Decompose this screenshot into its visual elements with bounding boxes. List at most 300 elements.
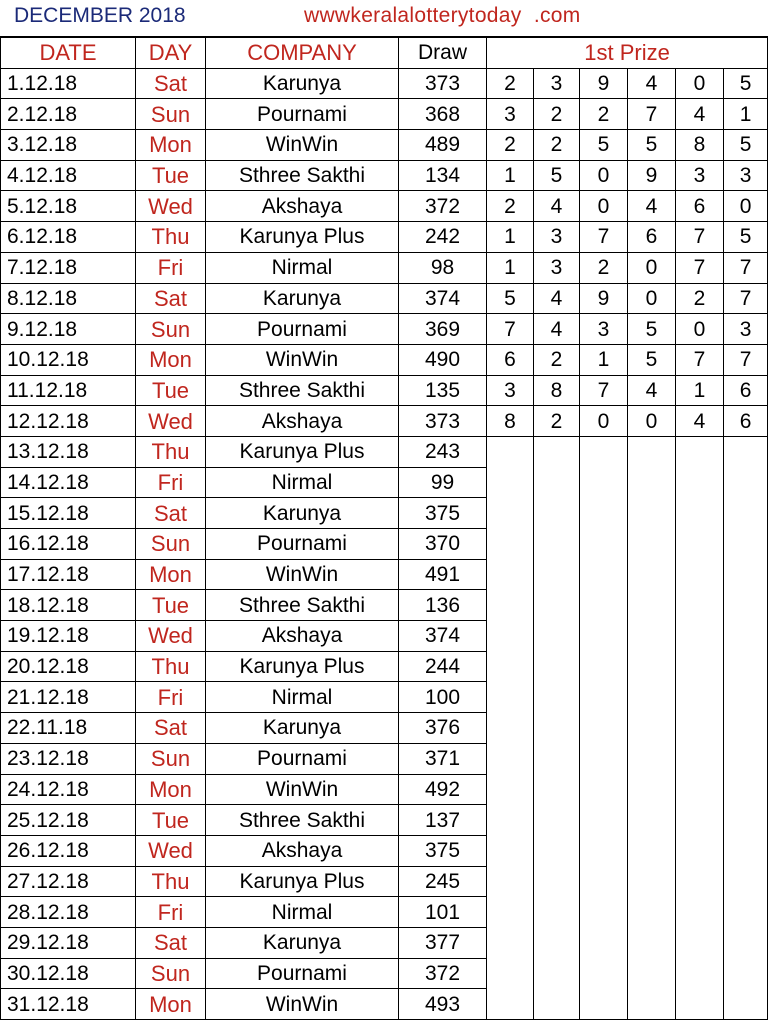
prize-digit-cell: [580, 713, 628, 744]
prize-digit-cell: [534, 958, 580, 989]
prize-digit-cell: [628, 498, 676, 529]
prize-digit-cell: 0: [676, 68, 724, 99]
prize-digit-cell: 0: [676, 314, 724, 345]
table-row: [1, 344, 768, 375]
prize-digit-cell: [724, 529, 768, 560]
table-row: [1, 314, 768, 345]
company-cell: Pournami: [206, 314, 399, 345]
prize-digit-cell: [487, 529, 534, 560]
prize-digit-cell: [580, 835, 628, 866]
day-cell: Wed: [136, 191, 206, 222]
company-header: COMPANY: [206, 37, 399, 68]
prize-digit-cell: [628, 927, 676, 958]
day-cell: Sat: [136, 68, 206, 99]
draw-cell: 137: [399, 805, 487, 836]
table-row: [1, 743, 768, 774]
prize-digit-cell: [628, 866, 676, 897]
prize-digit-cell: [580, 651, 628, 682]
draw-cell: 243: [399, 436, 487, 467]
company-cell: Sthree Sakthi: [206, 160, 399, 191]
draw-cell: 489: [399, 130, 487, 161]
draw-cell: 372: [399, 191, 487, 222]
prize-digit-cell: 3: [487, 99, 534, 130]
prize-digit-cell: [487, 436, 534, 467]
prize-digit-cell: 1: [676, 375, 724, 406]
draw-header: Draw: [399, 37, 487, 68]
prize-digit-cell: 9: [628, 160, 676, 191]
prize-digit-cell: [724, 682, 768, 713]
table-row: [1, 529, 768, 560]
prize-digit-cell: [487, 651, 534, 682]
draw-cell: 242: [399, 222, 487, 253]
prize-digit-cell: 4: [534, 191, 580, 222]
prize-digit-cell: [580, 529, 628, 560]
prize-digit-cell: [580, 682, 628, 713]
date-cell: 13.12.18: [1, 436, 136, 467]
prize-digit-cell: [580, 743, 628, 774]
table-row: [1, 68, 768, 99]
prize-digit-cell: [676, 835, 724, 866]
prize-digit-cell: [676, 958, 724, 989]
prize-digit-cell: 3: [724, 314, 768, 345]
company-cell: WinWin: [206, 774, 399, 805]
draw-cell: 370: [399, 529, 487, 560]
prize-digit-cell: 2: [534, 130, 580, 161]
prize-digit-cell: 1: [487, 222, 534, 253]
draw-cell: 134: [399, 160, 487, 191]
prize-digit-cell: [724, 958, 768, 989]
day-cell: Tue: [136, 805, 206, 836]
table-row: [1, 713, 768, 744]
prize-digit-cell: [628, 989, 676, 1020]
prize-digit-cell: [534, 743, 580, 774]
table-row: [1, 651, 768, 682]
prize-digit-cell: [724, 498, 768, 529]
prize-digit-cell: [534, 467, 580, 498]
prize-digit-cell: [628, 621, 676, 652]
day-cell: Sat: [136, 713, 206, 744]
prize-digit-cell: [534, 590, 580, 621]
prize-digit-cell: [628, 559, 676, 590]
prize-digit-cell: 1: [487, 160, 534, 191]
company-cell: Pournami: [206, 99, 399, 130]
draw-cell: 491: [399, 559, 487, 590]
prize-digit-cell: [534, 989, 580, 1020]
prize-digit-cell: [534, 897, 580, 928]
prize-digit-cell: [628, 835, 676, 866]
prize-digit-cell: 6: [676, 191, 724, 222]
prize-digit-cell: [580, 436, 628, 467]
prize-digit-cell: 3: [534, 68, 580, 99]
prize-digit-cell: [534, 682, 580, 713]
prize-digit-cell: [487, 897, 534, 928]
company-cell: Pournami: [206, 529, 399, 560]
prize-digit-cell: [676, 713, 724, 744]
prize-digit-cell: 2: [580, 99, 628, 130]
company-cell: Karunya: [206, 713, 399, 744]
prize-digit-cell: [487, 713, 534, 744]
table-row: [1, 682, 768, 713]
prize-digit-cell: [724, 621, 768, 652]
prize-digit-cell: [724, 467, 768, 498]
prize-digit-cell: [534, 713, 580, 744]
prize-digit-cell: 7: [724, 344, 768, 375]
day-cell: Sat: [136, 927, 206, 958]
prize-digit-cell: [487, 467, 534, 498]
prize-digit-cell: 6: [628, 222, 676, 253]
prize-digit-cell: [487, 958, 534, 989]
table-row: [1, 375, 768, 406]
company-cell: Karunya: [206, 927, 399, 958]
date-cell: 30.12.18: [1, 958, 136, 989]
date-header: DATE: [1, 37, 136, 68]
prize-digit-cell: 5: [628, 130, 676, 161]
day-cell: Thu: [136, 436, 206, 467]
day-cell: Mon: [136, 774, 206, 805]
prize-digit-cell: [628, 774, 676, 805]
prize-digit-cell: 8: [534, 375, 580, 406]
prize-digit-cell: [676, 682, 724, 713]
table-row: [1, 897, 768, 928]
table-row: [1, 774, 768, 805]
prize-digit-cell: [676, 559, 724, 590]
draw-cell: 375: [399, 498, 487, 529]
date-cell: 11.12.18: [1, 375, 136, 406]
draw-cell: 375: [399, 835, 487, 866]
day-cell: Sun: [136, 99, 206, 130]
prize-digit-cell: 4: [628, 375, 676, 406]
table-row: [1, 958, 768, 989]
day-cell: Fri: [136, 252, 206, 283]
table-row: [1, 99, 768, 130]
draw-cell: 135: [399, 375, 487, 406]
prize-digit-cell: 1: [487, 252, 534, 283]
prize-digit-cell: [580, 590, 628, 621]
table-row: [1, 590, 768, 621]
date-cell: 31.12.18: [1, 989, 136, 1020]
prize-digit-cell: [580, 897, 628, 928]
prize-digit-cell: 3: [580, 314, 628, 345]
company-cell: Karunya Plus: [206, 222, 399, 253]
company-cell: Nirmal: [206, 682, 399, 713]
prize-digit-cell: [724, 590, 768, 621]
prize-digit-cell: [487, 590, 534, 621]
prize-digit-cell: 5: [724, 130, 768, 161]
day-cell: Sun: [136, 314, 206, 345]
company-cell: Akshaya: [206, 191, 399, 222]
company-cell: WinWin: [206, 130, 399, 161]
prize-digit-cell: [487, 805, 534, 836]
prize-digit-cell: [580, 958, 628, 989]
prize-digit-cell: 8: [676, 130, 724, 161]
prize-digit-cell: [534, 621, 580, 652]
prize-digit-cell: [487, 743, 534, 774]
date-cell: 21.12.18: [1, 682, 136, 713]
prize-digit-cell: 8: [487, 406, 534, 437]
prize-digit-cell: 2: [676, 283, 724, 314]
date-cell: 12.12.18: [1, 406, 136, 437]
prize-digit-cell: [724, 559, 768, 590]
prize-digit-cell: [676, 467, 724, 498]
draw-cell: 245: [399, 866, 487, 897]
draw-cell: 373: [399, 406, 487, 437]
prize-digit-cell: [580, 805, 628, 836]
table-row: [1, 835, 768, 866]
prize-digit-cell: [724, 927, 768, 958]
day-cell: Mon: [136, 130, 206, 161]
prize-digit-cell: 4: [628, 68, 676, 99]
prize-digit-cell: 7: [676, 344, 724, 375]
day-cell: Tue: [136, 590, 206, 621]
prize-digit-cell: [534, 927, 580, 958]
prize-digit-cell: [580, 559, 628, 590]
draw-cell: 492: [399, 774, 487, 805]
day-cell: Sat: [136, 283, 206, 314]
prize-digit-cell: [628, 743, 676, 774]
prize-digit-cell: [628, 958, 676, 989]
prize-digit-cell: 2: [534, 406, 580, 437]
date-cell: 5.12.18: [1, 191, 136, 222]
prize-digit-cell: 4: [534, 283, 580, 314]
date-cell: 25.12.18: [1, 805, 136, 836]
prize-digit-cell: [487, 835, 534, 866]
company-cell: Karunya Plus: [206, 651, 399, 682]
prize-digit-cell: [676, 590, 724, 621]
prize-digit-cell: 3: [724, 160, 768, 191]
company-cell: Akshaya: [206, 621, 399, 652]
draw-cell: 98: [399, 252, 487, 283]
date-cell: 27.12.18: [1, 866, 136, 897]
day-cell: Tue: [136, 160, 206, 191]
table-row: [1, 406, 768, 437]
prize-digit-cell: [676, 866, 724, 897]
prize-digit-cell: [724, 651, 768, 682]
draw-cell: 493: [399, 989, 487, 1020]
prize-digit-cell: [487, 498, 534, 529]
prize-digit-cell: [534, 774, 580, 805]
prize-digit-cell: 3: [487, 375, 534, 406]
table-row: [1, 130, 768, 161]
date-cell: 26.12.18: [1, 835, 136, 866]
prize-digit-cell: 2: [534, 344, 580, 375]
table-row: [1, 436, 768, 467]
day-cell: Sun: [136, 529, 206, 560]
prize-digit-cell: [487, 866, 534, 897]
prize-digit-cell: 5: [487, 283, 534, 314]
date-cell: 20.12.18: [1, 651, 136, 682]
prize-digit-cell: 5: [724, 222, 768, 253]
date-cell: 23.12.18: [1, 743, 136, 774]
prize-digit-cell: 2: [487, 68, 534, 99]
prize-digit-cell: [628, 805, 676, 836]
prize-digit-cell: 3: [534, 222, 580, 253]
prize-digit-cell: [534, 866, 580, 897]
prize-digit-cell: 5: [724, 68, 768, 99]
company-cell: WinWin: [206, 344, 399, 375]
draw-cell: 244: [399, 651, 487, 682]
prize-digit-cell: 0: [580, 160, 628, 191]
date-cell: 19.12.18: [1, 621, 136, 652]
prize-digit-cell: 5: [628, 314, 676, 345]
company-cell: Akshaya: [206, 835, 399, 866]
prize-digit-cell: [580, 927, 628, 958]
prize-digit-cell: 5: [534, 160, 580, 191]
company-cell: WinWin: [206, 559, 399, 590]
prize-digit-cell: 7: [676, 252, 724, 283]
company-cell: Karunya: [206, 283, 399, 314]
date-cell: 10.12.18: [1, 344, 136, 375]
prize-digit-cell: [487, 559, 534, 590]
draw-cell: 369: [399, 314, 487, 345]
day-cell: Wed: [136, 621, 206, 652]
prize-digit-cell: [580, 467, 628, 498]
company-cell: Nirmal: [206, 252, 399, 283]
table-row: [1, 927, 768, 958]
prize-digit-cell: [628, 713, 676, 744]
prize-digit-cell: [676, 621, 724, 652]
company-cell: Karunya: [206, 68, 399, 99]
date-cell: 9.12.18: [1, 314, 136, 345]
day-header: DAY: [136, 37, 206, 68]
day-cell: Mon: [136, 989, 206, 1020]
prize-digit-cell: [724, 897, 768, 928]
prize-digit-cell: [628, 436, 676, 467]
prize-digit-cell: 9: [580, 283, 628, 314]
table-row: [1, 805, 768, 836]
prize-digit-cell: [676, 927, 724, 958]
table-row: [1, 621, 768, 652]
prize-digit-cell: 6: [487, 344, 534, 375]
prize-digit-cell: 7: [676, 222, 724, 253]
company-cell: Karunya Plus: [206, 436, 399, 467]
draw-cell: 101: [399, 897, 487, 928]
prize-digit-cell: 0: [724, 191, 768, 222]
date-cell: 22.11.18: [1, 713, 136, 744]
prize-digit-cell: [580, 989, 628, 1020]
prize-digit-cell: [580, 498, 628, 529]
prize-digit-cell: [534, 529, 580, 560]
table-row: [1, 498, 768, 529]
prize-digit-cell: [676, 897, 724, 928]
prize-digit-cell: 6: [724, 406, 768, 437]
company-cell: WinWin: [206, 989, 399, 1020]
prize-digit-cell: 7: [724, 252, 768, 283]
prize-digit-cell: [628, 651, 676, 682]
prize-digit-cell: [724, 743, 768, 774]
prize-digit-cell: [676, 989, 724, 1020]
draw-cell: 368: [399, 99, 487, 130]
prize-digit-cell: [534, 436, 580, 467]
date-cell: 18.12.18: [1, 590, 136, 621]
day-cell: Fri: [136, 467, 206, 498]
company-cell: Pournami: [206, 958, 399, 989]
date-cell: 8.12.18: [1, 283, 136, 314]
date-cell: 24.12.18: [1, 774, 136, 805]
prize-digit-cell: 3: [534, 252, 580, 283]
prize-digit-cell: 3: [676, 160, 724, 191]
company-cell: Karunya Plus: [206, 866, 399, 897]
prize-digit-cell: [676, 529, 724, 560]
prize-digit-cell: 5: [628, 344, 676, 375]
prize-digit-cell: [580, 866, 628, 897]
prize-digit-cell: 5: [580, 130, 628, 161]
date-cell: 28.12.18: [1, 897, 136, 928]
date-cell: 7.12.18: [1, 252, 136, 283]
prize-digit-cell: [487, 621, 534, 652]
day-cell: Sun: [136, 958, 206, 989]
table-row: [1, 160, 768, 191]
prize-digit-cell: [580, 621, 628, 652]
prize-digit-cell: [628, 897, 676, 928]
draw-cell: 377: [399, 927, 487, 958]
day-cell: Thu: [136, 651, 206, 682]
day-cell: Thu: [136, 866, 206, 897]
day-cell: Sat: [136, 498, 206, 529]
prize-digit-cell: [676, 743, 724, 774]
month-title: DECEMBER 2018: [14, 4, 186, 27]
prize-digit-cell: [676, 651, 724, 682]
prize-digit-cell: [534, 651, 580, 682]
prize-digit-cell: [676, 805, 724, 836]
prize-digit-cell: [676, 498, 724, 529]
prize-digit-cell: [628, 467, 676, 498]
table-row: [1, 191, 768, 222]
company-cell: Karunya: [206, 498, 399, 529]
prize-digit-cell: 2: [487, 191, 534, 222]
prize-digit-cell: 4: [676, 99, 724, 130]
draw-cell: 99: [399, 467, 487, 498]
draw-cell: 490: [399, 344, 487, 375]
prize-digit-cell: 7: [628, 99, 676, 130]
prize-digit-cell: [628, 682, 676, 713]
draw-cell: 136: [399, 590, 487, 621]
prize-digit-cell: 7: [724, 283, 768, 314]
prize-header: 1st Prize: [487, 37, 768, 68]
draw-cell: 100: [399, 682, 487, 713]
prize-digit-cell: 2: [487, 130, 534, 161]
prize-digit-cell: [724, 866, 768, 897]
prize-digit-cell: 2: [534, 99, 580, 130]
company-cell: Akshaya: [206, 406, 399, 437]
table-row: [1, 866, 768, 897]
day-cell: Wed: [136, 835, 206, 866]
draw-cell: 372: [399, 958, 487, 989]
prize-digit-cell: [487, 989, 534, 1020]
prize-digit-cell: [628, 590, 676, 621]
prize-digit-cell: [628, 529, 676, 560]
prize-digit-cell: [724, 774, 768, 805]
date-cell: 29.12.18: [1, 927, 136, 958]
table-row: [1, 283, 768, 314]
page-header: [0, 0, 768, 36]
table-row: [1, 467, 768, 498]
site-url[interactable]: wwwkeralalotterytoday .com: [304, 4, 581, 27]
date-cell: 17.12.18: [1, 559, 136, 590]
day-cell: Mon: [136, 559, 206, 590]
date-cell: 1.12.18: [1, 68, 136, 99]
day-cell: Mon: [136, 344, 206, 375]
prize-digit-cell: [487, 774, 534, 805]
date-cell: 14.12.18: [1, 467, 136, 498]
day-cell: Wed: [136, 406, 206, 437]
date-cell: 6.12.18: [1, 222, 136, 253]
prize-digit-cell: 4: [676, 406, 724, 437]
prize-digit-cell: 4: [534, 314, 580, 345]
prize-digit-cell: [580, 774, 628, 805]
table-row: [1, 222, 768, 253]
date-cell: 4.12.18: [1, 160, 136, 191]
prize-digit-cell: [487, 682, 534, 713]
